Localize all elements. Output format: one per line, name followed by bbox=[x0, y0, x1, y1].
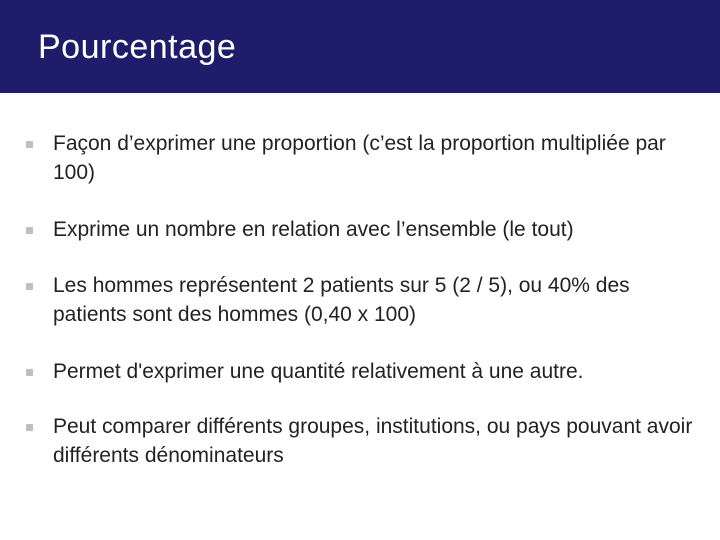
square-bullet-icon bbox=[26, 283, 33, 290]
bullet-item bbox=[26, 129, 698, 187]
square-bullet-icon bbox=[26, 227, 33, 234]
square-bullet-icon bbox=[26, 424, 33, 431]
bullet-text: Exprime un nombre en relation avec l’ensemble (le tout) bbox=[53, 218, 574, 241]
bullet-text: Façon d’exprimer une proportion (c’est la proportion multipliée par 100) bbox=[53, 132, 666, 184]
slide-title: Pourcentage bbox=[38, 28, 237, 66]
bullet-item bbox=[26, 412, 698, 470]
square-bullet-icon bbox=[26, 141, 33, 148]
bullet-text: Permet d'exprimer une quantité relativement à une autre. bbox=[53, 360, 584, 383]
square-bullet-icon bbox=[26, 369, 33, 376]
bullet-item bbox=[26, 357, 698, 386]
bullet-text: Les hommes représentent 2 patients sur 5 (2 / 5), ou 40% des patients sont des hommes (0,40 x 100) bbox=[53, 274, 630, 326]
bullet-item bbox=[26, 271, 698, 329]
bullet-text: Peut comparer différents groupes, institutions, ou pays pouvant avoir différents dénominateurs bbox=[53, 415, 693, 467]
bullet-item bbox=[26, 215, 698, 244]
